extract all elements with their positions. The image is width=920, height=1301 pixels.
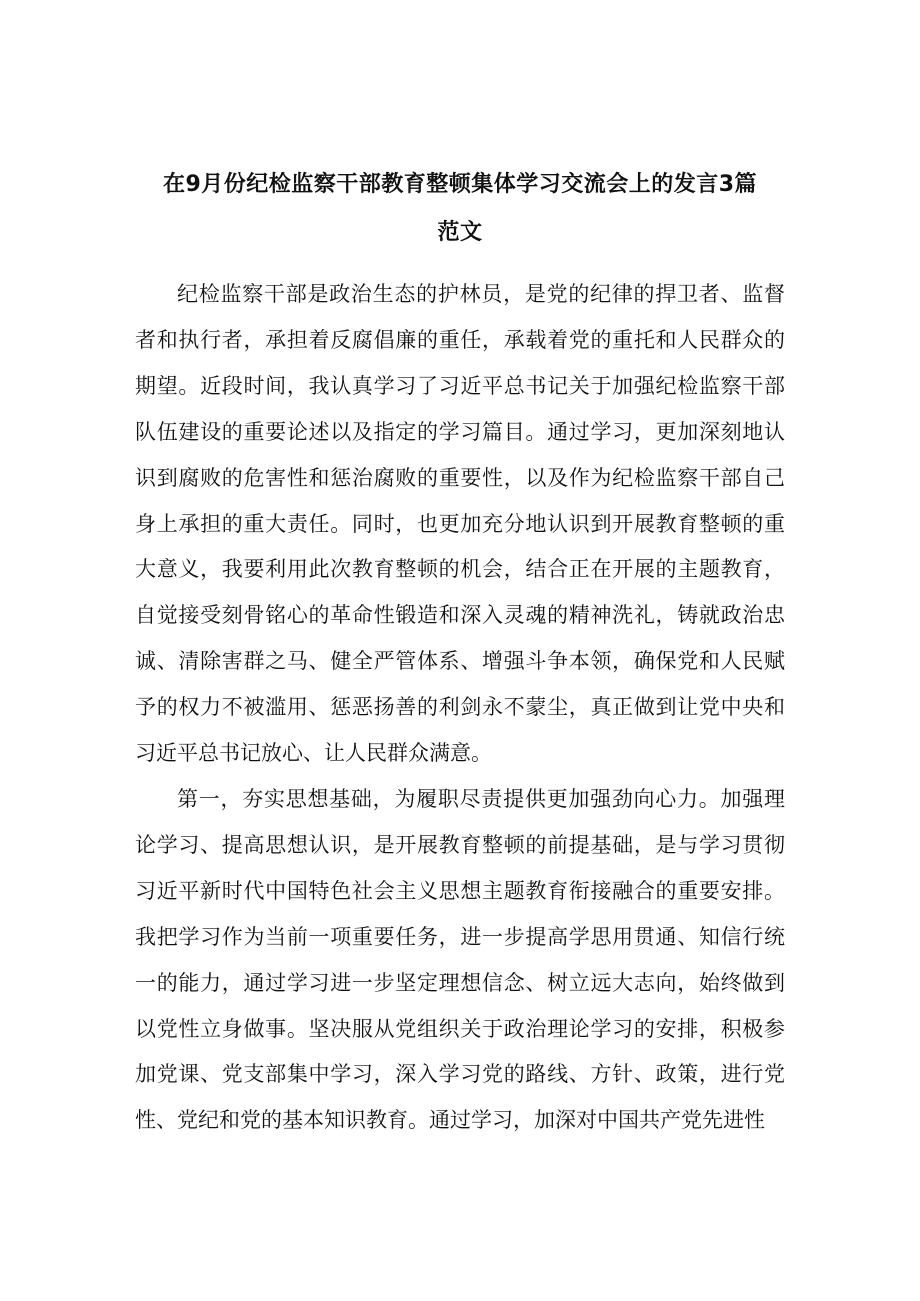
title-line-1: 在9月份纪检监察干部教育整顿集体学习交流会上的发言3篇 xyxy=(162,172,758,197)
paragraph-intro: 纪检监察干部是政治生态的护林员，是党的纪律的捍卫者、监督者和执行者，承担着反腐倡廉的重任，承载着党的重托和人民群众的期望。近段时间，我认真学习了习近平总书记关于加强纪检监察干部队伍建设的重要论述以及指定的学习篇目。通过学习，更加深刻地认识到腐败的危害性和惩治腐败的重要性，以及作为纪检监察干部自己身上承担的重大责任。同时，也更加充分地认识到开展教育整顿的重大意义，我要利用此次教育整顿的机会，结合正在开展的主题教育，自觉接受刻骨铭心的革命性锻造和深入灵魂的精神洗礼，铸就政治忠诚、清除害群之马、健全严管体系、增强斗争本领，确保党和人民赋予的权力不被滥用、惩恶扬善的利剑永不蒙尘，真正做到让党中央和习近平总书记放心、让人民群众满意。 xyxy=(135,282,785,766)
paragraph-first-point: 第一，夯实思想基础，为履职尽责提供更加强劲向心力。加强理论学习、提高思想认识，是开展教育整顿的前提基础，是与学习贯彻习近平新时代中国特色社会主义思想主题教育衔接融合的重要安排。我把学习作为当前一项重要任务，进一步提高学思用贯通、知信行统一的能力，通过学习进一步坚定理想信念、树立远大志向，始终做到以党性立身做事。坚决服从党组织关于政治理论学习的安排，积极参加党课、党支部集中学习，深入学习党的路线、方针、政策，进行党性、党纪和党的基本知识教育。通过学习，加深对中国共产党先进性 xyxy=(135,786,785,1133)
document-body xyxy=(135,272,785,1144)
title-line-2: 范文 xyxy=(437,220,483,245)
document-title xyxy=(120,161,800,257)
